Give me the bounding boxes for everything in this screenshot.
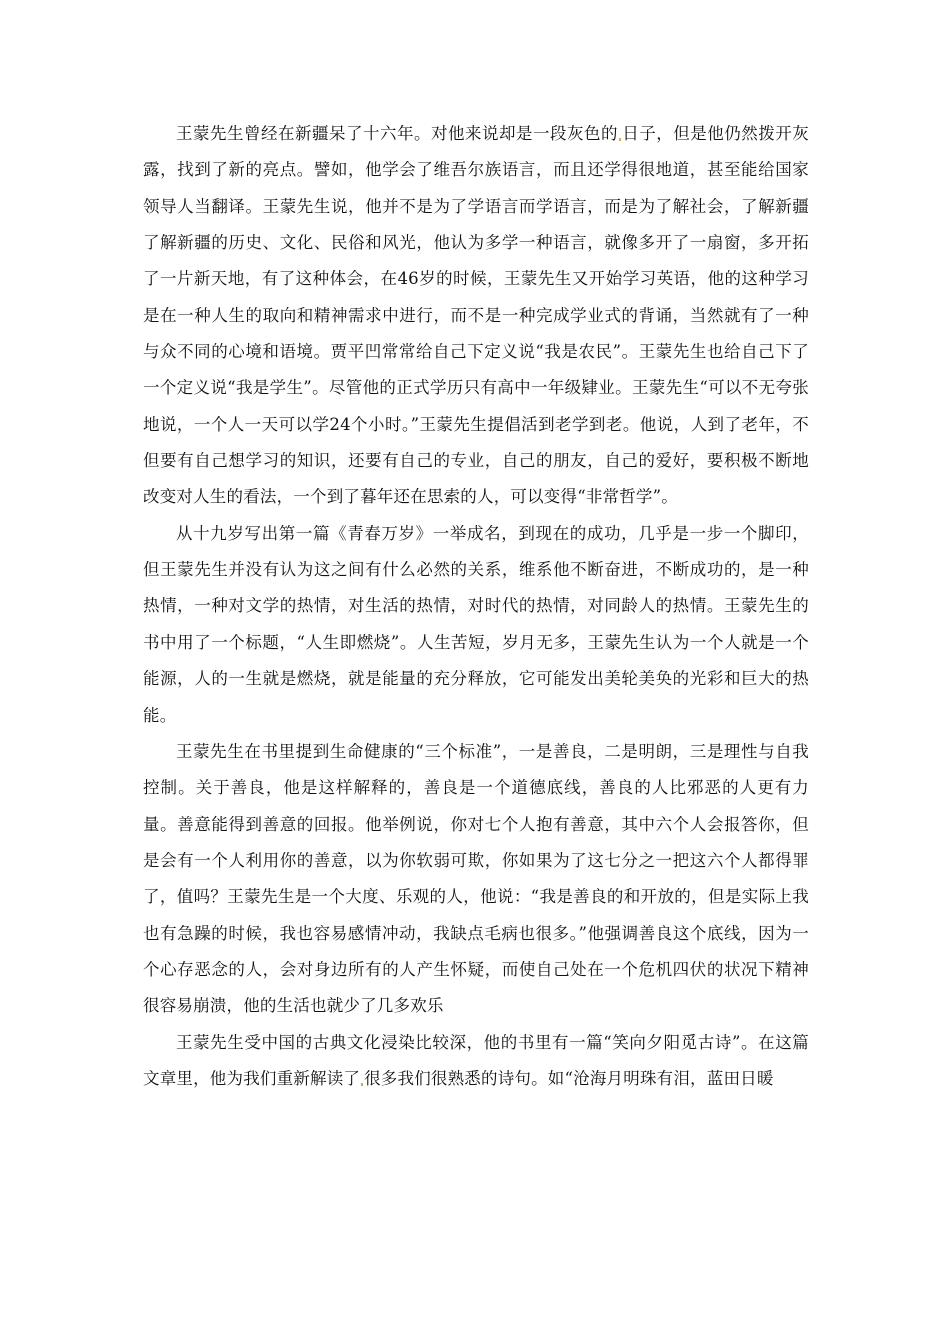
- paragraph-2-text: 从十九岁写出第一篇《青春万岁》一举成名，到现在的成功，几乎是一步一个脚印，但王蒙先生并没有认为这之间有什么必然的关系，维系他不断奋进，不断成功的，是一种热情，一种对文学的热情，对生活的热情，对时代的热情，对同龄人的热情。王蒙先生的书中用了一个标题，“人生即燃烧”。人生苦短，岁月无多，王蒙先生认为一个人就是一个能源，人的一生就是燃烧，就是能量的充分释放，它可能发出美轮美奂的光彩和巨大的热能。: [143, 523, 809, 725]
- paragraph-4-text-b: 很多我们很熟悉的诗句。如“沧海月明珠有泪，蓝田日暖: [364, 1068, 774, 1088]
- paragraph-1: [143, 116, 809, 516]
- paragraph-3: [143, 734, 809, 1025]
- document-body: [143, 116, 809, 1097]
- paragraph-2: [143, 516, 809, 734]
- paragraph-1-text-b: 日子，但是他仍然拨开灰露，找到了新的亮点。譬如，他学会了维吾尔族语言，而且还学得很地道，甚至能给国家领导人当翻译。王蒙先生说，他并不是为了学语言而学语言，而是为了解社会，了解新疆了解新疆的历史、文化、民俗和风光，他认为多学一种语言，就像多开了一扇窗，多开拓了一片新天地，有了这种体会，在46岁的时候，王蒙先生又开始学习英语，他的这种学习是在一种人生的取向和精神需求中进行，而不是一种完成学业式的背诵，当然就有了一种与众不同的心境和语境。贾平凹常常给自己下定义说“我是农民”。王蒙先生也给自己下了一个定义说“我是学生”。尽管他的正式学历只有高中一年级肄业。王蒙先生“可以不无夸张地说，一个人一天可以学24个小时。”王蒙先生提倡活到老学到老。他说，人到了老年，不但要有自己想学习的知识，还要有自己的专业，自己的朋友，自己的爱好，要积极不断地改变对人生的看法，一个到了暮年还在思索的人，可以变得“非常哲学”。: [143, 124, 809, 507]
- stray-mark: [361, 1083, 363, 1086]
- paragraph-3-text: 王蒙先生在书里提到生命健康的“三个标准”，一是善良，二是明朗，三是理性与自我控制。关于善良，他是这样解释的，善良是一个道德底线，善良的人比邪恶的人更有力量。善意能得到善意的回报。他举例说，你对七个人抱有善意，其中六个人会报答你，但是会有一个人利用你的善意，以为你软弱可欺，你如果为了这七分之一把这六个人都得罪了，值吗？王蒙先生是一个大度、乐观的人，他说：“我是善良的和开放的，但是实际上我也有急躁的时候，我也容易感情冲动，我缺点毛病也很多。”他强调善良这个底线，因为一个心存恶念的人，会对身边所有的人产生怀疑，而使自己处在一个危机四伏的状况下精神很容易崩溃，他的生活也就少了几多欢乐: [143, 741, 809, 1016]
- paragraph-4-text-a: 王蒙先生受中国的古典文化浸染比较深，他的书里有一篇“笑向夕阳觅古诗”。在这篇文章里，他为我们重新解读了: [143, 1032, 809, 1088]
- paragraph-1-text-a: 王蒙先生曾经在新疆呆了十六年。对他来说却是一段灰色的: [176, 124, 618, 143]
- stray-mark: [619, 138, 621, 141]
- paragraph-4: [143, 1025, 809, 1098]
